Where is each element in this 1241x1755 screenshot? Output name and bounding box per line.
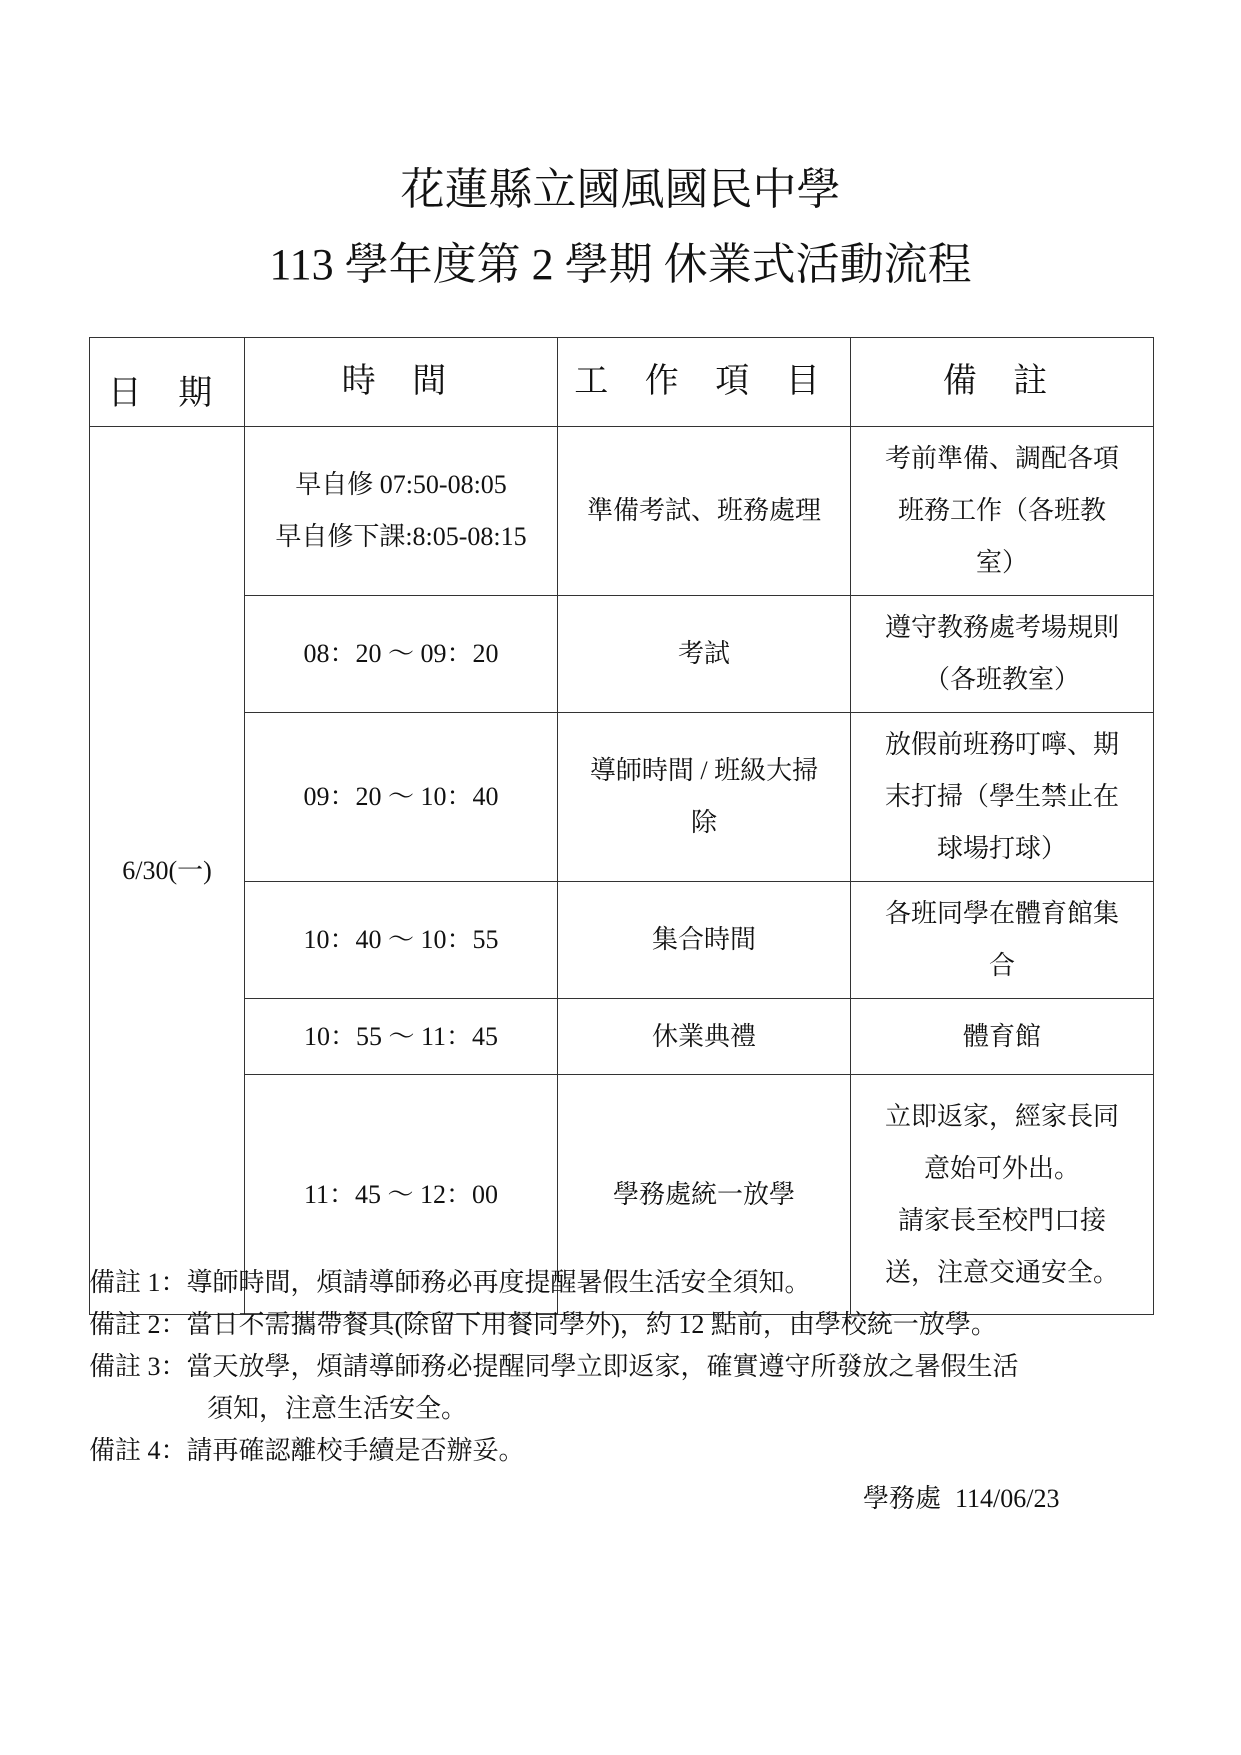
task-cell: 休業典禮	[558, 999, 851, 1075]
remark-line: 末打掃（學生禁止在	[884, 782, 1119, 811]
task-cell: 集合時間	[558, 882, 851, 999]
task-cell: 學務處統一放學	[558, 1075, 851, 1315]
note-3-continued: 須知，注意生活安全。	[207, 1394, 468, 1423]
document-subtitle: 113 學年度第 2 學期 休業式活動流程	[269, 240, 972, 289]
time-cell	[245, 427, 558, 596]
remark-cell	[851, 596, 1154, 713]
table-row	[90, 999, 1154, 1075]
note-4: 備註 4：請再確認離校手續是否辦妥。	[89, 1436, 525, 1465]
remark-line: 遵守教務處考場規則	[884, 613, 1119, 642]
note-2: 備註 2：當日不需攜帶餐具(除留下用餐同學外)，約 12 點前，由學校統一放學。	[89, 1310, 997, 1339]
table-row	[90, 882, 1154, 999]
remark-line: 各班同學在體育館集	[884, 899, 1119, 928]
task-cell: 考試	[558, 596, 851, 713]
task-line: 導師時間 / 班級大掃	[589, 756, 819, 785]
remark-line: 班務工作（各班教	[897, 496, 1106, 525]
schedule-table	[89, 337, 1154, 1315]
remark-line: 請家長至校門口接	[897, 1205, 1106, 1235]
task-cell: 準備考試、班務處理	[558, 427, 851, 596]
time-cell: 10：40 ～ 10：55	[245, 882, 558, 999]
remark-line: 送，注意交通安全。	[884, 1257, 1119, 1287]
table-header-row	[90, 338, 1154, 427]
remark-line: 球場打球）	[936, 834, 1067, 863]
table-row	[90, 427, 1154, 596]
remark-cell	[851, 713, 1154, 882]
remark-cell	[851, 882, 1154, 999]
task-cell	[558, 713, 851, 882]
header-date: 日 期	[90, 338, 245, 427]
note-3: 備註 3：當天放學，煩請導師務必提醒同學立即返家，確實遵守所發放之暑假生活	[89, 1352, 1019, 1381]
remark-cell: 體育館	[851, 999, 1154, 1075]
remark-line: 室）	[975, 548, 1028, 577]
footer-signature	[863, 1478, 1060, 1520]
remark-line: 意始可外出。	[923, 1153, 1080, 1183]
time-cell: 09：20 ～ 10：40	[245, 713, 558, 882]
issuing-office: 學務處	[863, 1484, 942, 1513]
remark-cell	[851, 427, 1154, 596]
table-row	[90, 713, 1154, 882]
remark-line: 合	[988, 951, 1015, 980]
header-task: 工 作 項 目	[558, 338, 851, 427]
remark-line: 立即返家，經家長同	[884, 1101, 1119, 1131]
remark-line: （各班教室）	[923, 665, 1080, 694]
header-time: 時 間	[245, 338, 558, 427]
table-row	[90, 596, 1154, 713]
notes-section	[89, 1262, 1189, 1472]
time-cell: 10：55 ～ 11：45	[245, 999, 558, 1075]
task-line: 除	[690, 808, 717, 837]
issue-date: 114/06/23	[955, 1484, 1060, 1513]
note-1: 備註 1：導師時間，煩請導師務必再度提醒暑假生活安全須知。	[89, 1268, 811, 1297]
document-title: 花蓮縣立國風國民中學	[400, 165, 841, 214]
remark-line: 放假前班務叮嚀、期	[884, 730, 1119, 759]
time-cell: 11：45 ～ 12：00	[245, 1075, 558, 1315]
header-remark: 備 註	[851, 338, 1154, 427]
time-line: 早自修下課:8:05-08:15	[275, 522, 527, 551]
date-cell: 6/30(一)	[90, 427, 245, 1315]
remark-line: 考前準備、調配各項	[884, 444, 1119, 473]
time-line: 早自修 07:50-08:05	[295, 470, 507, 499]
time-cell: 08：20 ～ 09：20	[245, 596, 558, 713]
